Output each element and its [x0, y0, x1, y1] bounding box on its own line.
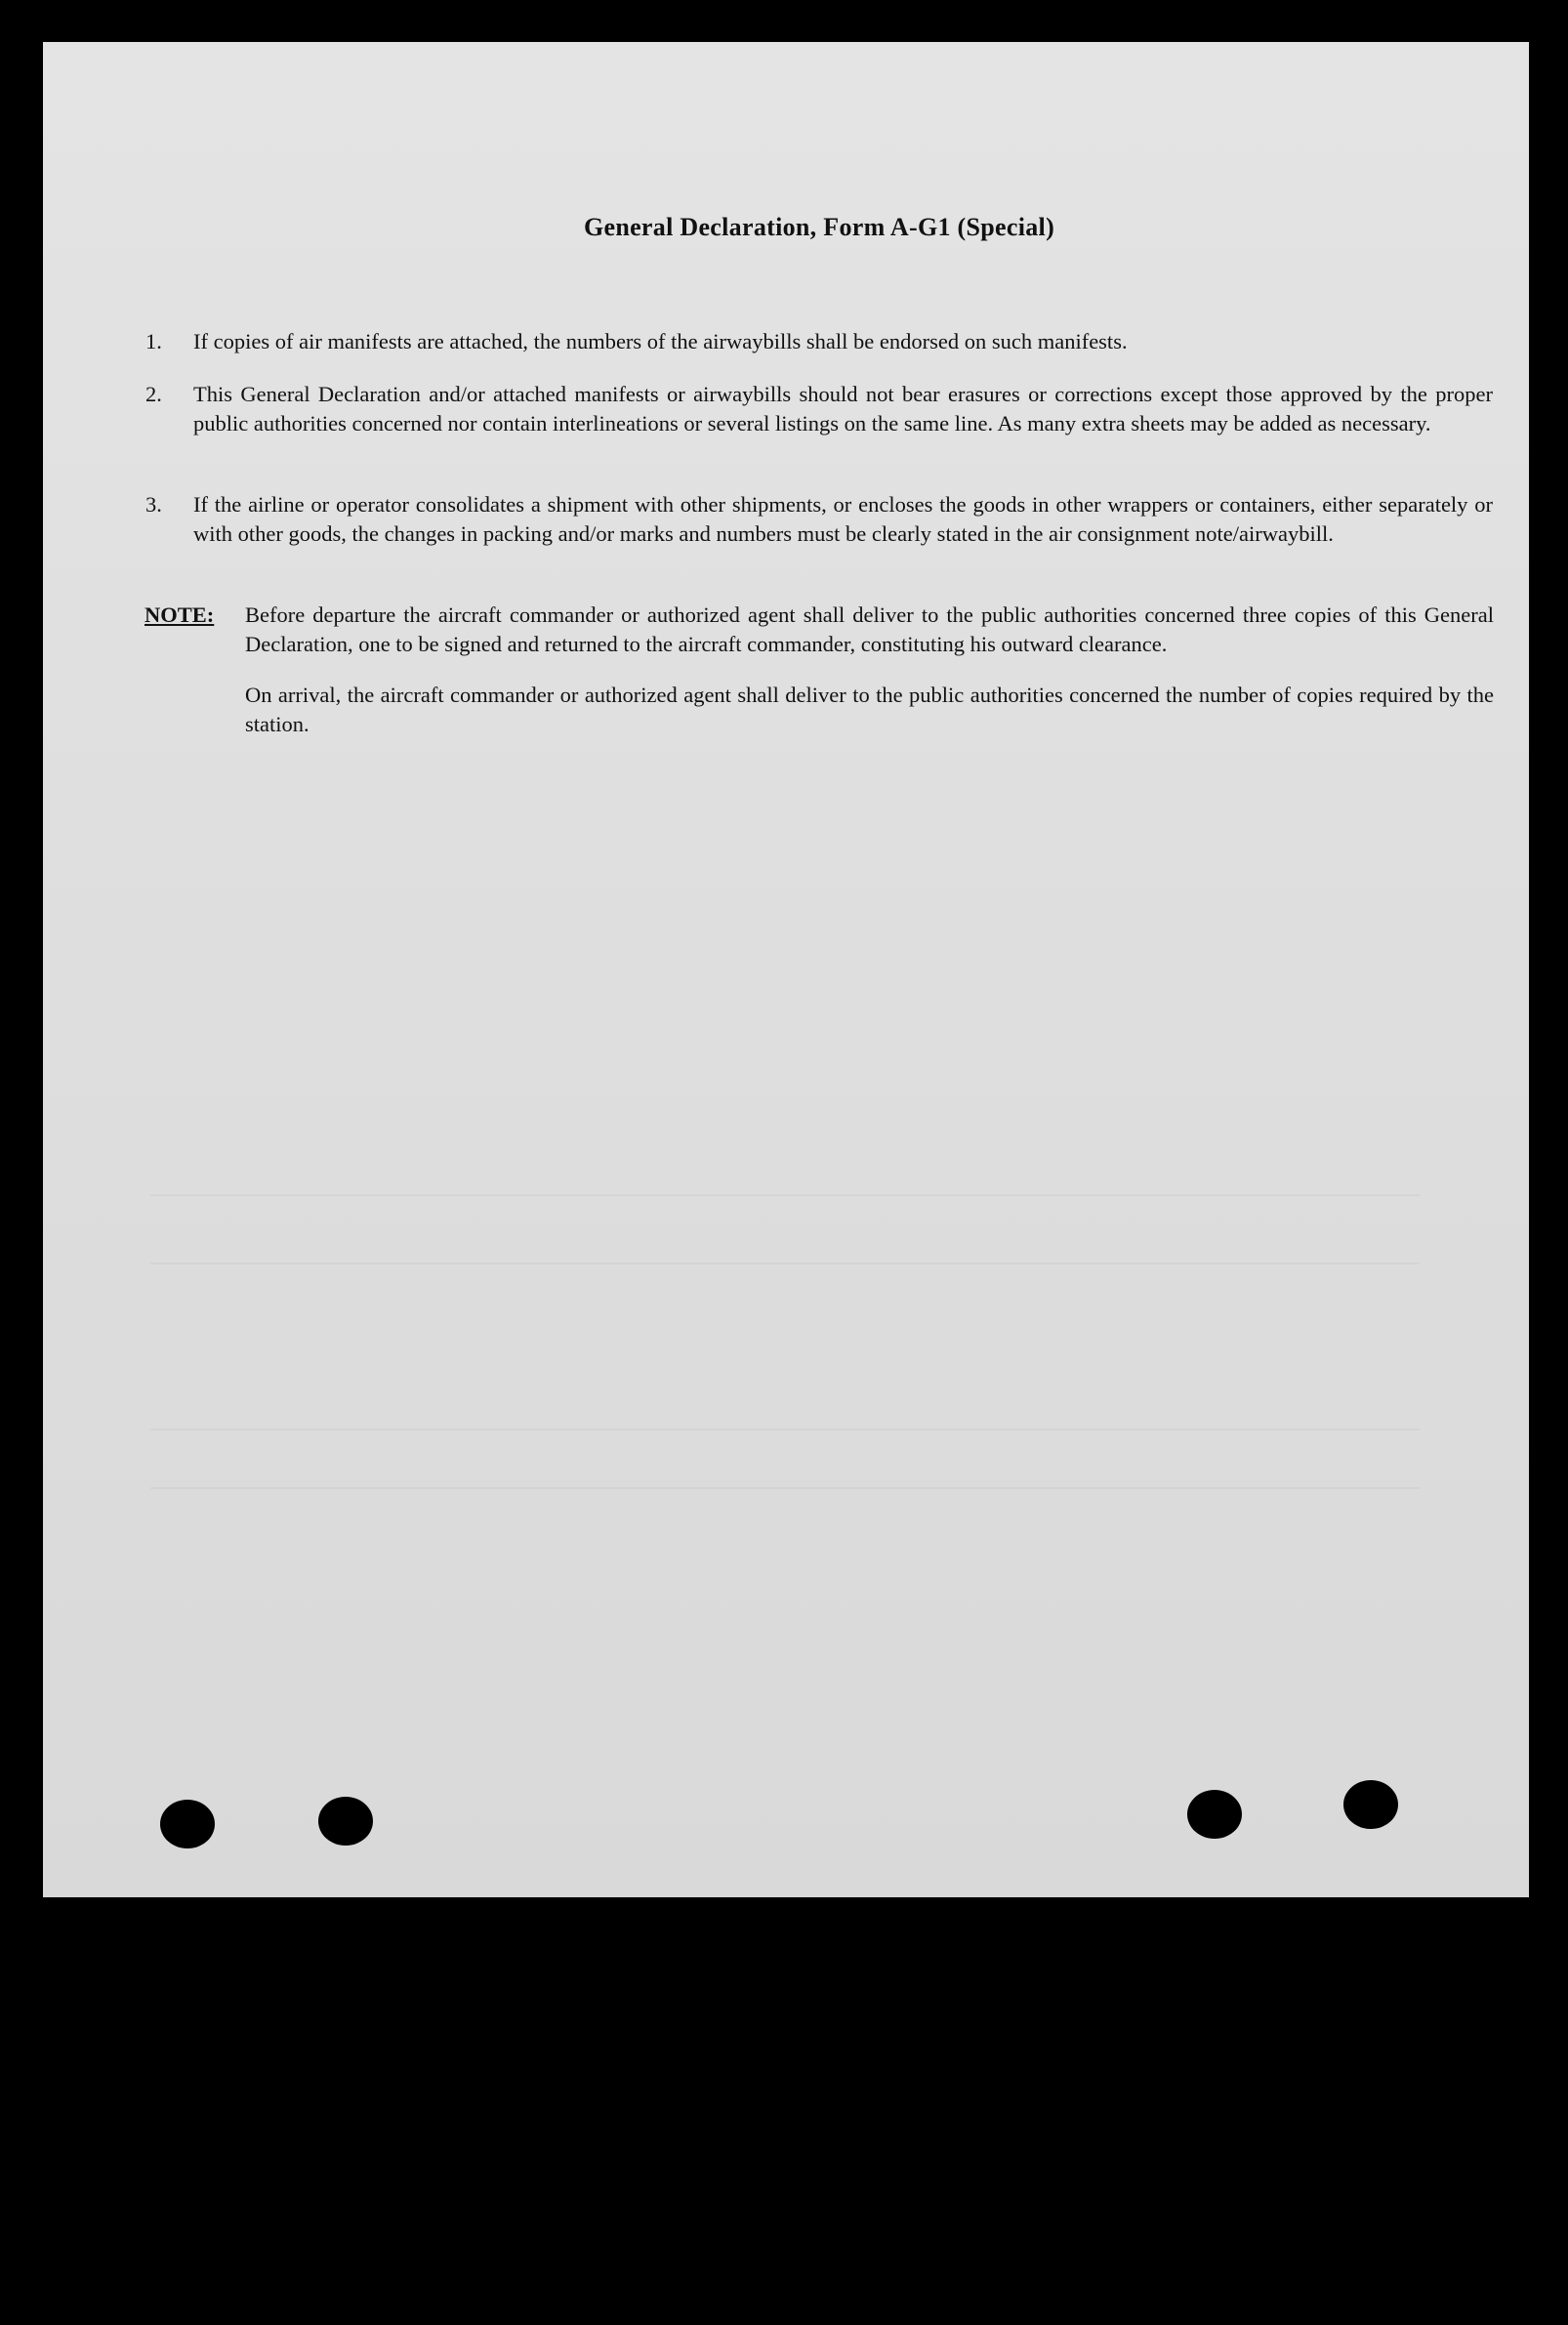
list-item-number: 1. [145, 329, 162, 353]
list-item-text: If the airline or operator consolidates a shipment with other shipments, or encloses the goods in other wrappers or containers, either separately or with other goods, the changes in packing and/or marks and numbers must be clearly stated in the air consignment note/airwaybill. [193, 492, 1493, 546]
list-item-1 [145, 327, 1493, 356]
show-through-line [150, 1487, 1420, 1489]
document-page [43, 42, 1529, 1897]
punch-hole [318, 1797, 373, 1846]
punch-hole [1343, 1780, 1398, 1829]
show-through-line [150, 1263, 1420, 1265]
list-item-2 [145, 380, 1493, 438]
list-item-3 [145, 490, 1493, 549]
list-item-text: If copies of air manifests are attached, the numbers of the airwaybills shall be endorsed on such manifests. [193, 329, 1128, 353]
show-through-line [150, 1429, 1420, 1431]
list-item-text: This General Declaration and/or attached manifests or airwaybills should not bear erasures or corrections except those approved by the proper public authorities concerned nor contain interlineations or several listings on the same line. As many extra sheets may be added as necessary. [193, 382, 1493, 436]
list-item-number: 2. [145, 382, 162, 406]
note-block [144, 601, 1494, 739]
punch-hole [1187, 1790, 1242, 1839]
show-through-line [150, 1194, 1420, 1196]
page-title: General Declaration, Form A-G1 (Special) [583, 213, 1055, 241]
punch-hole [160, 1800, 215, 1848]
note-paragraph-arrival: On arrival, the aircraft commander or authorized agent shall deliver to the public authorities concerned the number of copies required by the station. [245, 683, 1494, 736]
list-item-number: 3. [145, 492, 162, 517]
note-paragraph-departure: Before departure the aircraft commander or authorized agent shall deliver to the public authorities concerned three copies of this General Declaration, one to be signed and returned to the aircraft commander, constituting his outward clearance. [245, 602, 1494, 656]
note-label: NOTE: [144, 602, 215, 627]
